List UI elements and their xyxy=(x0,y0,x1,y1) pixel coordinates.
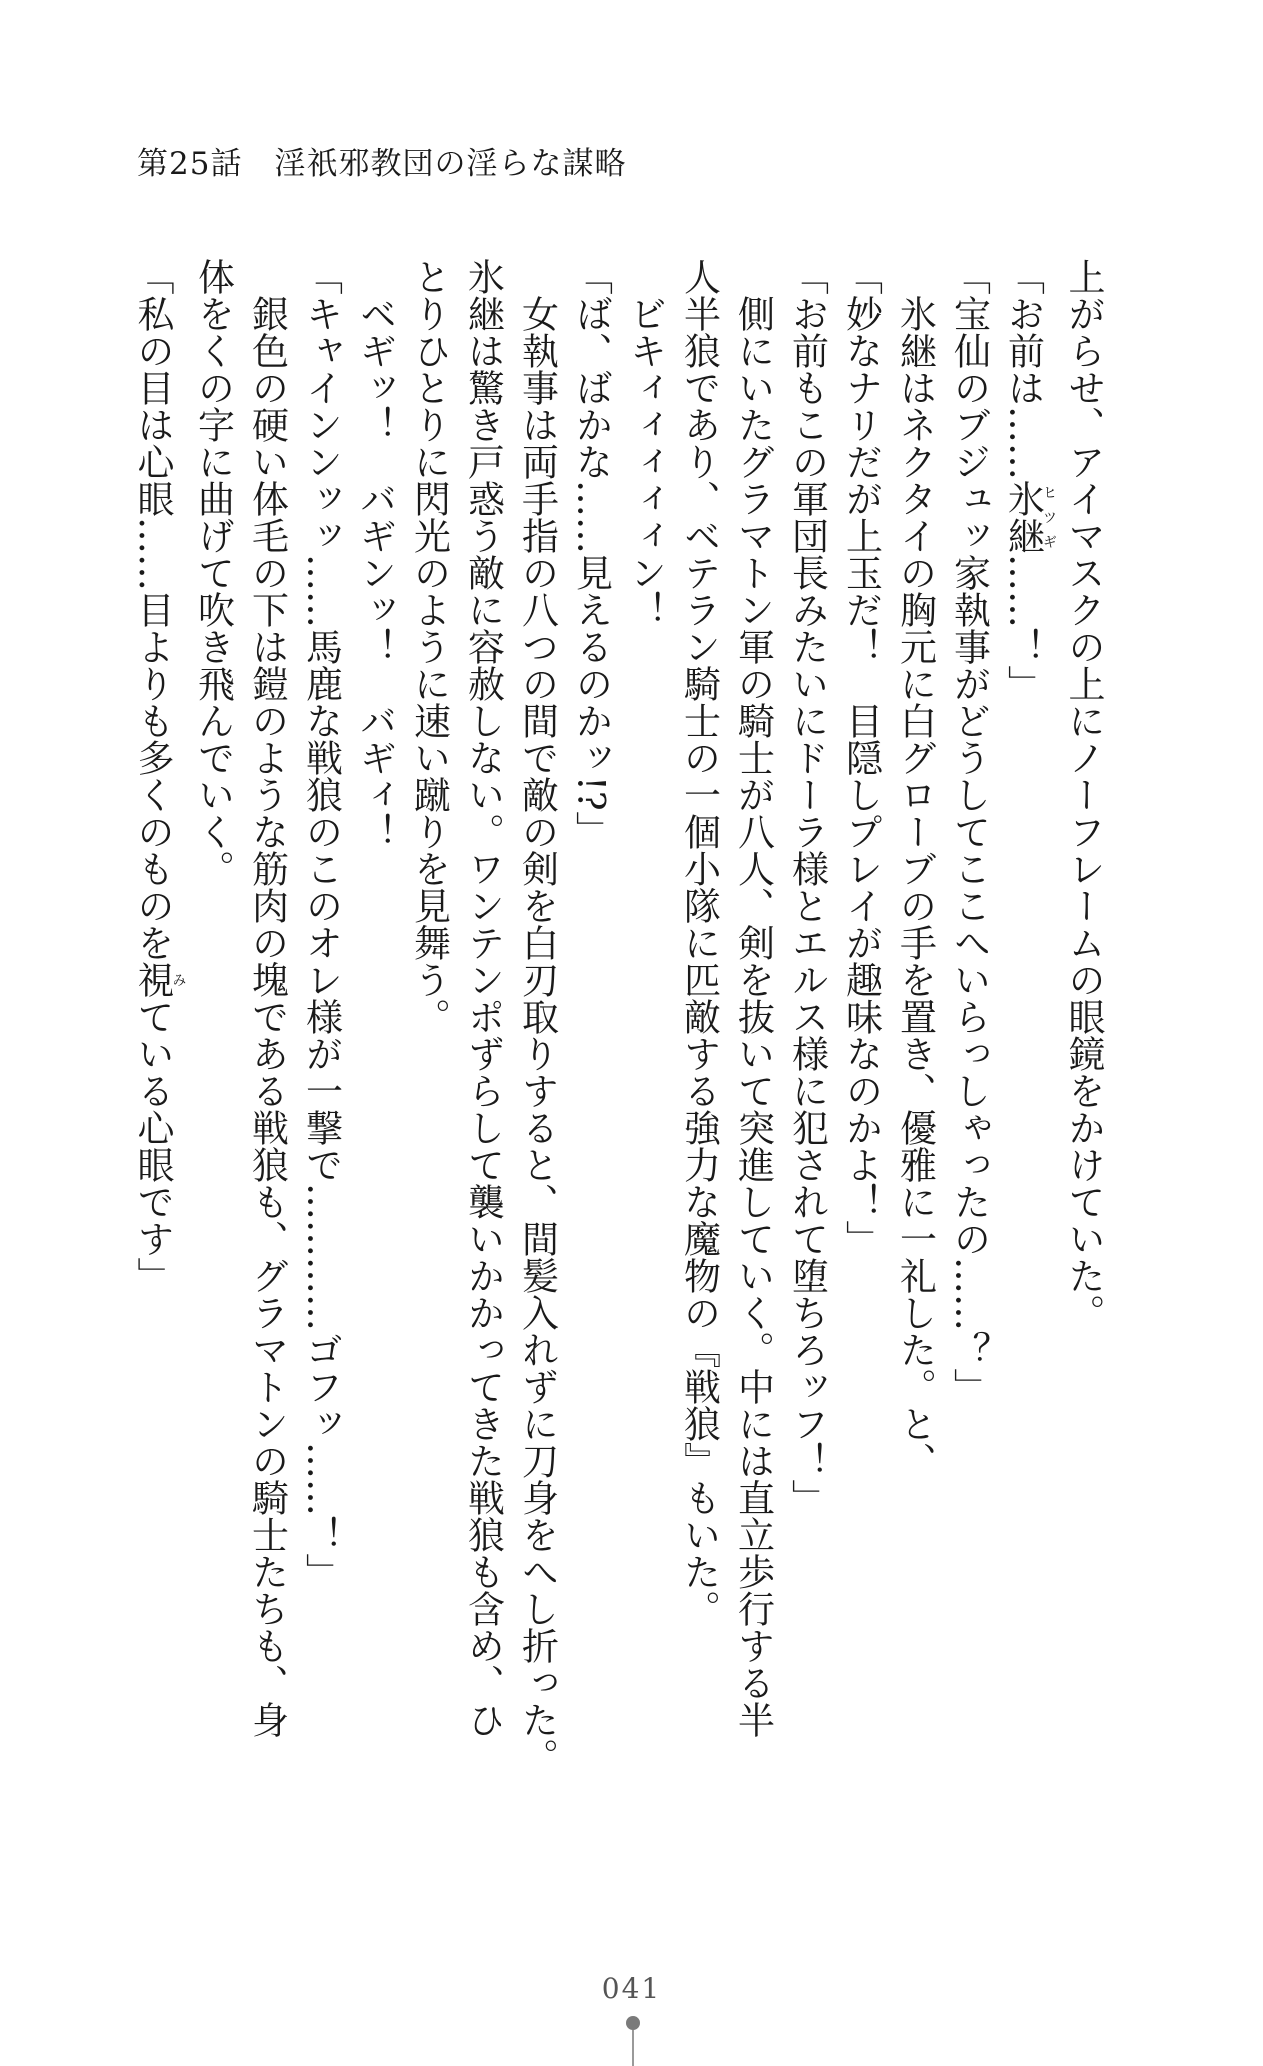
text-line: 人半狼であり、ベテラン騎士の一個小隊に匹敵する強力な魔物の『戦狼』もいた。 xyxy=(677,258,721,1627)
text-line: 「宝仙のブジュッ家執事がどうしてここへいらっしゃったの……？」 xyxy=(947,258,991,1405)
text-line: 「私の目は心眼……目よりも多くのものを視みている心眼です」 xyxy=(131,258,187,1294)
text-line: 上がらせ、アイマスクの上にノーフレームの眼鏡をかけていた。 xyxy=(1062,258,1105,1331)
text-line: 「ば、ばかな……見えるのかッ!?」 xyxy=(569,258,613,848)
chapter-title: 第25話 淫祇邪教団の淫らな謀略 xyxy=(137,146,627,182)
text-line: 女執事は両手指の八つの間で敵の剣を白刃取りすると、間髪入れずに刀身をへし折った。 xyxy=(515,295,559,1775)
text-line: 「お前は……氷継ヒツギ……！」 xyxy=(1001,258,1057,702)
page-number: 041 xyxy=(601,1972,662,2005)
text-line: とりひとりに閃光のように速い蹴りを見舞う。 xyxy=(407,258,451,1035)
text-line: 氷継は驚き戸惑う敵に容赦しない。ワンテンポずらして襲いかかってきた戦狼も含め、ひ xyxy=(461,258,505,1738)
ruby-annotation: 氷継ヒツギ xyxy=(1001,480,1057,554)
ruby-reading: ヒツギ xyxy=(1041,480,1057,554)
text-line: 「キャインンッッ……馬鹿な戦狼のこのオレ様が一撃で…………ゴフッ……！」 xyxy=(299,258,343,1590)
body-text xyxy=(130,258,1110,1775)
text-line: ビキィィィィィン！ xyxy=(623,295,667,628)
text-line: ベギッ！ バギンッ！ バギィ！ xyxy=(353,295,397,850)
text-line: 「妙なナリだが上玉だ！ 目隠しプレイが趣味なのかよ！」 xyxy=(839,258,883,1257)
text-line: 氷継はネクタイの胸元に白グローブの手を置き、優雅に一礼した。と、 xyxy=(893,295,937,1479)
text-line: 「お前もこの軍団長みたいにドーラ様とエルス様に犯されて堕ちろッフ！」 xyxy=(785,258,829,1516)
text-line: 側にいたグラマトン軍の騎士が八人、剣を抜いて突進していく。中には直立歩行する半 xyxy=(731,295,775,1738)
text-line: 体をくの字に曲げて吹き飛んでいく。 xyxy=(191,258,235,887)
page-marker-dot xyxy=(626,2016,640,2030)
ruby-annotation: 視み xyxy=(131,961,187,998)
page-marker-line xyxy=(632,2030,634,2066)
text-line: 銀色の硬い体毛の下は鎧のような筋肉の塊である戦狼も、グラマトンの騎士たちも、身 xyxy=(245,295,289,1738)
ruby-reading: み xyxy=(170,961,187,998)
